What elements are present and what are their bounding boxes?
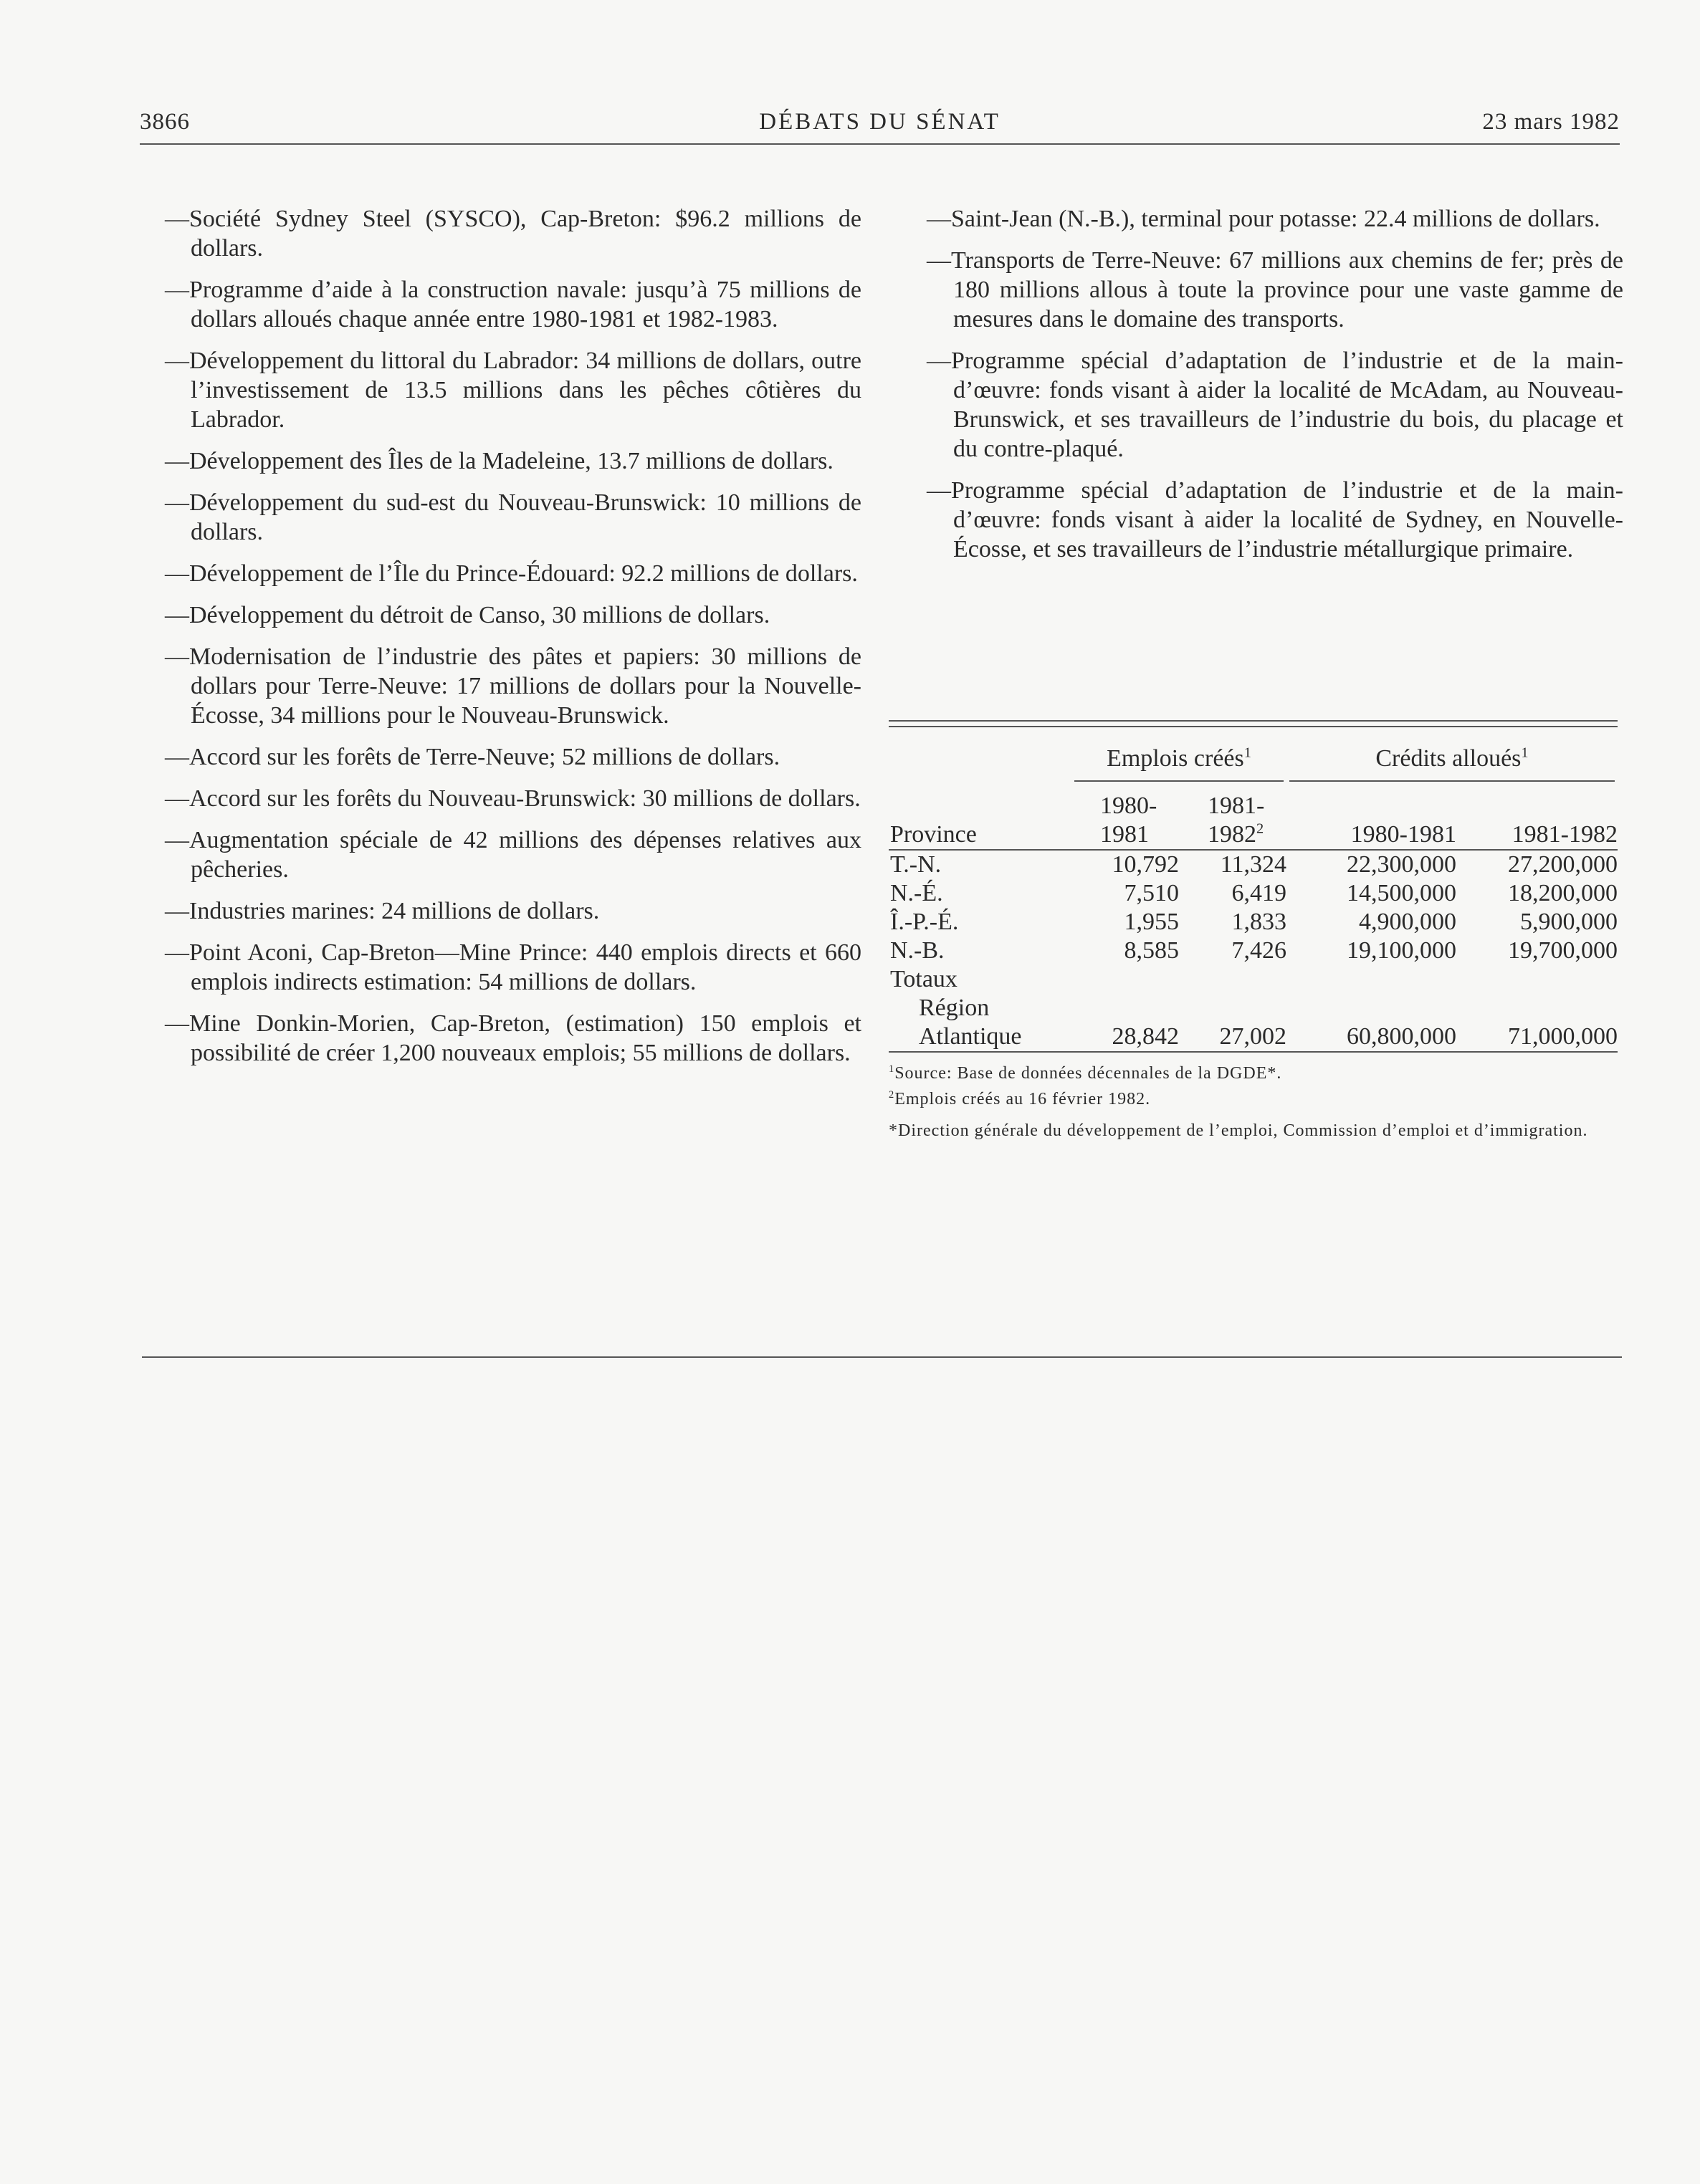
list-item: —Programme spécial d’adaptation de l’industrie et de la main-d’œuvre: fonds visant à aider la localité de Sydney, en Nouvelle-Écosse, et ses travailleurs de l’industrie métallurgique primaire.: [927, 477, 1623, 562]
col-emplois-1980: 1980- 1981: [1071, 792, 1179, 850]
table-row: N.-É. 7,510 6,419 14,500,000 18,200,000: [890, 880, 1618, 906]
page-header: [140, 106, 1620, 145]
footnote-3: *Direction générale du développement de l’emploi, Commission d’emploi et d’immigration.: [889, 1121, 1588, 1140]
right-column: [927, 204, 1623, 576]
table-total-row: Totaux Région Atlantique 28,842 27,002 60,800,000 71,000,000: [889, 965, 1618, 1052]
list-item: —Transports de Terre-Neuve: 67 millions aux chemins de fer; près de 180 millions allous à toute la province pour une vaste gamme de mesures dans le domaine des transports.: [927, 247, 1623, 332]
list-item: —Programme spécial d’adaptation de l’industrie et de la main-d’œuvre: fonds visant à aider la localité de McAdam, au Nouveau-Brunswick, et ses travailleurs de l’industrie du bois, du placage et du contre-plaqué.: [927, 348, 1623, 462]
col-province: Province: [889, 792, 1071, 850]
page-date: 23 mars 1982: [1482, 109, 1620, 135]
data-table-block: [889, 720, 1618, 1146]
page-title: DÉBATS DU SÉNAT: [759, 109, 1001, 135]
list-item: —Développement du sud-est du Nouveau-Brunswick: 10 millions de dollars.: [165, 489, 861, 545]
list-item: —Développement du littoral du Labrador: 34 millions de dollars, outre l’investissement de 13.5 millions dans les pêches côtières du Labrador.: [165, 348, 861, 433]
table-top-rule: [889, 720, 1618, 727]
table-footnotes: [889, 1063, 1618, 1141]
bottom-rule: [142, 1356, 1622, 1358]
data-table: [889, 727, 1618, 1053]
list-item: —Augmentation spéciale de 42 millions des dépenses relatives aux pêcheries.: [165, 827, 861, 883]
list-item: —Accord sur les forêts du Nouveau-Brunswick: 30 millions de dollars.: [165, 785, 861, 812]
col-credits-1980: 1980-1981: [1286, 792, 1456, 850]
list-item: —Développement du détroit de Canso, 30 millions de dollars.: [165, 602, 770, 628]
col-credits-1981: 1981-1982: [1456, 792, 1618, 850]
footnote-1: $^1$Source: Base de données décennales de la DGDE*.: [889, 1063, 1282, 1083]
left-column: [165, 204, 861, 1080]
page-number: 3866: [140, 109, 190, 135]
table-row: Î.-P.-É. 1,955 1,833 4,900,000 5,900,000: [890, 909, 1618, 935]
list-item: —Industries marines: 24 millions de dollars.: [165, 898, 600, 924]
list-item: —Accord sur les forêts de Terre-Neuve; 52 millions de dollars.: [165, 744, 780, 770]
list-item: —Programme d’aide à la construction navale: jusqu’à 75 millions de dollars alloués chaque année entre 1980-1981 et 1982-1983.: [165, 277, 861, 332]
list-item: —Développement de l’Île du Prince-Édouard: 92.2 millions de dollars.: [165, 560, 858, 587]
table-column-header: [889, 792, 1618, 850]
total-label: Totaux Région Atlantique: [889, 965, 1071, 1052]
group-emplois: Emplois créés$^1$: [1071, 727, 1286, 792]
footnote-2: $^2$Emplois créés au 16 février 1982.: [889, 1089, 1151, 1108]
list-item: —Société Sydney Steel (SYSCO), Cap-Breton: $96.2 millions de dollars.: [165, 206, 861, 262]
table-row: N.-B. 8,585 7,426 19,100,000 19,700,000: [890, 937, 1618, 964]
table-row: T.-N. 10,792 11,324 22,300,000 27,200,000: [890, 851, 1618, 878]
group-credits: Crédits alloués$^1$: [1286, 727, 1618, 792]
list-item: —Point Aconi, Cap-Breton—Mine Prince: 440 emplois directs et 660 emplois indirects estimation: 54 millions de dollars.: [165, 939, 861, 995]
col-emplois-1981: 1981- 1982$^2$: [1179, 792, 1286, 850]
list-item: —Mine Donkin-Morien, Cap-Breton, (estimation) 150 emplois et possibilité de créer 1,200 nouveaux emplois; 55 millions de dollars.: [165, 1010, 861, 1066]
table-group-header: [889, 727, 1618, 792]
list-item: —Modernisation de l’industrie des pâtes et papiers: 30 millions de dollars pour Terre-Neuve: 17 millions de dollars pour la Nouvelle-Écosse, 34 millions pour le Nouveau-Brunswick.: [165, 643, 861, 729]
list-item: —Saint-Jean (N.-B.), terminal pour potasse: 22.4 millions de dollars.: [927, 206, 1600, 232]
list-item: —Développement des Îles de la Madeleine, 13.7 millions de dollars.: [165, 448, 834, 474]
